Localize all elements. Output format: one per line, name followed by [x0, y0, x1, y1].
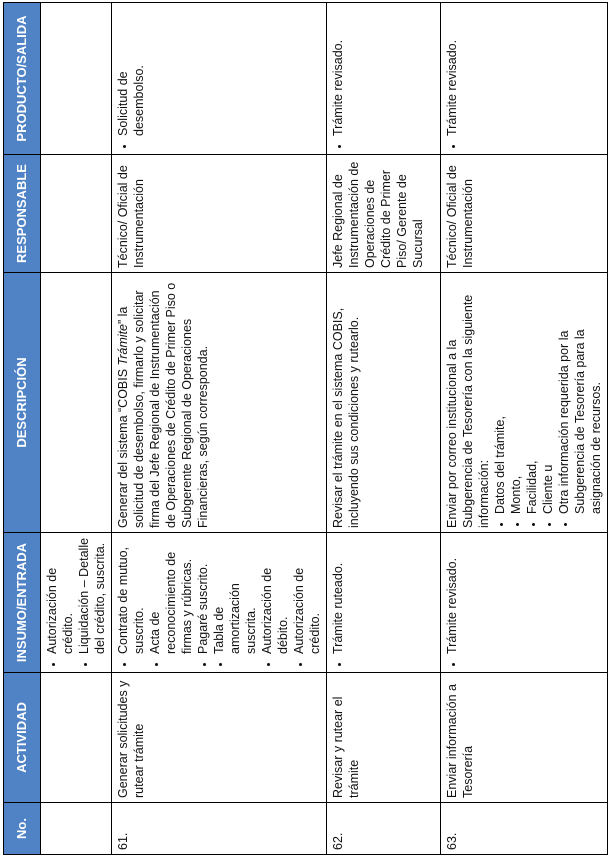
table-row-continuation	[41, 3, 112, 855]
cell-actividad: Enviar información a Tesorería	[441, 673, 608, 803]
list-item: • Cliente u	[540, 277, 556, 514]
producto-list	[444, 7, 460, 150]
insumo-list	[115, 537, 323, 668]
cell-producto	[112, 3, 327, 155]
list-item: • Datos del trámite,	[492, 277, 508, 514]
cell-descripcion	[112, 273, 327, 533]
cell-producto	[327, 3, 441, 155]
header-no: No.	[4, 803, 41, 855]
table-row	[327, 3, 441, 855]
list-item: • Autorización de débito.	[259, 537, 291, 654]
list-item: • Trámite revisado.	[444, 7, 460, 136]
insumo-list	[330, 537, 346, 668]
table-row	[112, 3, 327, 855]
producto-list	[115, 7, 147, 150]
list-item: • Liquidación – Detalle del crédito, suscrita.	[76, 537, 108, 654]
list-item: • Trámite revisado.	[444, 537, 460, 654]
cell-descripcion	[441, 273, 608, 533]
cell-responsable: Jefe Regional de Instrumentación de Operaciones de Crédito de Primer Piso/ Gerente de Sucursal	[327, 155, 441, 273]
descripcion-text: Enviar por correo institucional a la Subgerencia de Tesorería con la siguiente información:	[445, 294, 491, 528]
cell-no	[41, 803, 112, 855]
cell-no: 63.	[441, 803, 608, 855]
cell-insumo	[41, 533, 112, 673]
process-table	[3, 2, 608, 855]
cell-descripcion	[41, 273, 112, 533]
table-row	[441, 3, 608, 855]
cell-responsable: Técnico/ Oficial de Instrumentación	[112, 155, 327, 273]
cell-responsable	[41, 155, 112, 273]
list-item: • Acta de reconocimiento de firmas y rúbricas.	[147, 537, 195, 654]
header-producto: PRODUCTO/SALIDA	[4, 3, 41, 155]
list-item: • Pagaré suscrito.	[195, 537, 211, 654]
header-insumo: INSUMO/ENTRADA	[4, 533, 41, 673]
list-item: • Autorización de crédito.	[44, 537, 76, 654]
header-row	[4, 3, 41, 855]
list-item: • Tabla de amortización suscrita.	[211, 537, 259, 654]
descripcion-text: ” la solicitud de desembolso, firmarlo y solicitar firma del Jefe Regional de Instrumentación de Operaciones de Crédito de Primer Piso o Subgerente Regional de Operaciones Financieras, según corresponda.	[116, 282, 210, 528]
list-item: • Monto,	[508, 277, 524, 514]
list-item: • Trámite revisado.	[330, 7, 346, 136]
list-item: • Autorización de crédito.	[291, 537, 323, 654]
header-descripcion: DESCRIPCIÓN	[4, 273, 41, 533]
cell-actividad: Generar solicitudes y rutear trámite	[112, 673, 327, 803]
cell-descripcion: Revisar el trámite en el sistema COBIS, incluyendo sus condiciones y rutearlo.	[327, 273, 441, 533]
descripcion-text: Generar del sistema “COBIS	[116, 365, 130, 528]
list-item: • Trámite ruteado.	[330, 537, 346, 654]
cell-insumo	[441, 533, 608, 673]
header-actividad: ACTIVIDAD	[4, 673, 41, 803]
list-item: • Facilidad,	[524, 277, 540, 514]
insumo-list	[44, 537, 108, 668]
cell-no: 61.	[112, 803, 327, 855]
list-item: • Otra información requerida por la Subgerencia de Tesorería para la asignación de recursos.	[556, 277, 604, 514]
cell-responsable: Técnico/ Oficial de Instrumentación	[441, 155, 608, 273]
cell-producto	[41, 3, 112, 155]
insumo-list	[444, 537, 460, 668]
list-item: • Solicitud de desembolso.	[115, 7, 147, 136]
descripcion-emphasis: Trámite	[116, 324, 130, 366]
header-responsable: RESPONSABLE	[4, 155, 41, 273]
descripcion-list	[492, 277, 604, 528]
cell-no: 62.	[327, 803, 441, 855]
producto-list	[330, 7, 346, 150]
cell-actividad: Revisar y rutear el trámite	[327, 673, 441, 803]
cell-actividad	[41, 673, 112, 803]
cell-insumo	[112, 533, 327, 673]
list-item: • Contrato de mutuo, suscrito.	[115, 537, 147, 654]
cell-producto	[441, 3, 608, 155]
cell-insumo	[327, 533, 441, 673]
